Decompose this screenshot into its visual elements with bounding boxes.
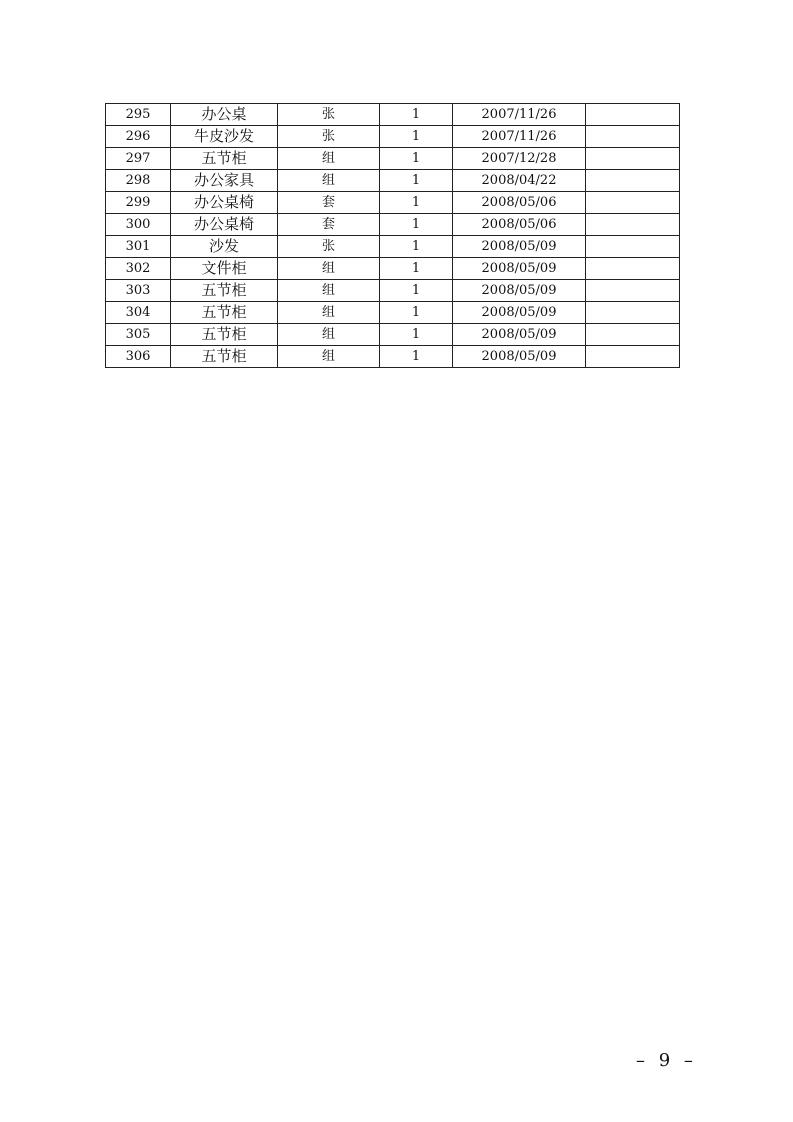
cell-unit: 套 <box>278 214 380 236</box>
table-row <box>106 192 680 214</box>
table-row <box>106 170 680 192</box>
cell-quantity: 1 <box>380 346 453 368</box>
table-row <box>106 104 680 126</box>
cell-number: 299 <box>106 192 171 214</box>
cell-number: 303 <box>106 280 171 302</box>
cell-item-name: 五节柜 <box>171 148 278 170</box>
table-row <box>106 324 680 346</box>
cell-unit: 组 <box>278 280 380 302</box>
cell-remark <box>586 192 680 214</box>
table-body <box>106 104 680 368</box>
cell-quantity: 1 <box>380 324 453 346</box>
cell-quantity: 1 <box>380 192 453 214</box>
cell-date: 2008/05/09 <box>453 302 586 324</box>
cell-date: 2008/05/09 <box>453 324 586 346</box>
cell-item-name: 牛皮沙发 <box>171 126 278 148</box>
table-row <box>106 214 680 236</box>
cell-item-name: 办公桌 <box>171 104 278 126</box>
cell-quantity: 1 <box>380 280 453 302</box>
cell-unit: 套 <box>278 192 380 214</box>
cell-number: 306 <box>106 346 171 368</box>
cell-quantity: 1 <box>380 148 453 170</box>
cell-quantity: 1 <box>380 236 453 258</box>
cell-number: 298 <box>106 170 171 192</box>
cell-date: 2007/12/28 <box>453 148 586 170</box>
cell-date: 2008/05/06 <box>453 192 586 214</box>
cell-remark <box>586 236 680 258</box>
cell-unit: 组 <box>278 346 380 368</box>
cell-date: 2008/05/06 <box>453 214 586 236</box>
cell-date: 2008/04/22 <box>453 170 586 192</box>
cell-number: 297 <box>106 148 171 170</box>
table-row <box>106 126 680 148</box>
cell-remark <box>586 148 680 170</box>
page-number: – 9 – <box>636 1050 697 1071</box>
cell-number: 302 <box>106 258 171 280</box>
cell-date: 2008/05/09 <box>453 280 586 302</box>
cell-remark <box>586 214 680 236</box>
cell-remark <box>586 170 680 192</box>
cell-quantity: 1 <box>380 214 453 236</box>
cell-date: 2008/05/09 <box>453 346 586 368</box>
cell-remark <box>586 346 680 368</box>
cell-unit: 张 <box>278 236 380 258</box>
cell-quantity: 1 <box>380 126 453 148</box>
cell-remark <box>586 324 680 346</box>
cell-date: 2008/05/09 <box>453 258 586 280</box>
cell-unit: 组 <box>278 170 380 192</box>
cell-unit: 张 <box>278 126 380 148</box>
cell-unit: 组 <box>278 148 380 170</box>
cell-date: 2007/11/26 <box>453 126 586 148</box>
cell-item-name: 沙发 <box>171 236 278 258</box>
cell-unit: 组 <box>278 302 380 324</box>
cell-unit: 组 <box>278 258 380 280</box>
cell-item-name: 五节柜 <box>171 302 278 324</box>
cell-quantity: 1 <box>380 258 453 280</box>
cell-item-name: 五节柜 <box>171 324 278 346</box>
asset-table <box>105 103 680 368</box>
cell-item-name: 办公桌椅 <box>171 214 278 236</box>
table-row <box>106 302 680 324</box>
cell-quantity: 1 <box>380 104 453 126</box>
cell-date: 2008/05/09 <box>453 236 586 258</box>
cell-item-name: 办公家具 <box>171 170 278 192</box>
cell-item-name: 文件柜 <box>171 258 278 280</box>
cell-remark <box>586 126 680 148</box>
cell-remark <box>586 258 680 280</box>
cell-number: 296 <box>106 126 171 148</box>
cell-quantity: 1 <box>380 302 453 324</box>
cell-unit: 组 <box>278 324 380 346</box>
cell-item-name: 五节柜 <box>171 280 278 302</box>
cell-number: 295 <box>106 104 171 126</box>
cell-remark <box>586 280 680 302</box>
table-row <box>106 236 680 258</box>
table-row <box>106 258 680 280</box>
table-row <box>106 148 680 170</box>
cell-quantity: 1 <box>380 170 453 192</box>
cell-item-name: 五节柜 <box>171 346 278 368</box>
cell-remark <box>586 104 680 126</box>
cell-number: 304 <box>106 302 171 324</box>
table-row <box>106 280 680 302</box>
cell-number: 300 <box>106 214 171 236</box>
cell-number: 301 <box>106 236 171 258</box>
table-row <box>106 346 680 368</box>
cell-date: 2007/11/26 <box>453 104 586 126</box>
cell-remark <box>586 302 680 324</box>
cell-item-name: 办公桌椅 <box>171 192 278 214</box>
cell-unit: 张 <box>278 104 380 126</box>
cell-number: 305 <box>106 324 171 346</box>
